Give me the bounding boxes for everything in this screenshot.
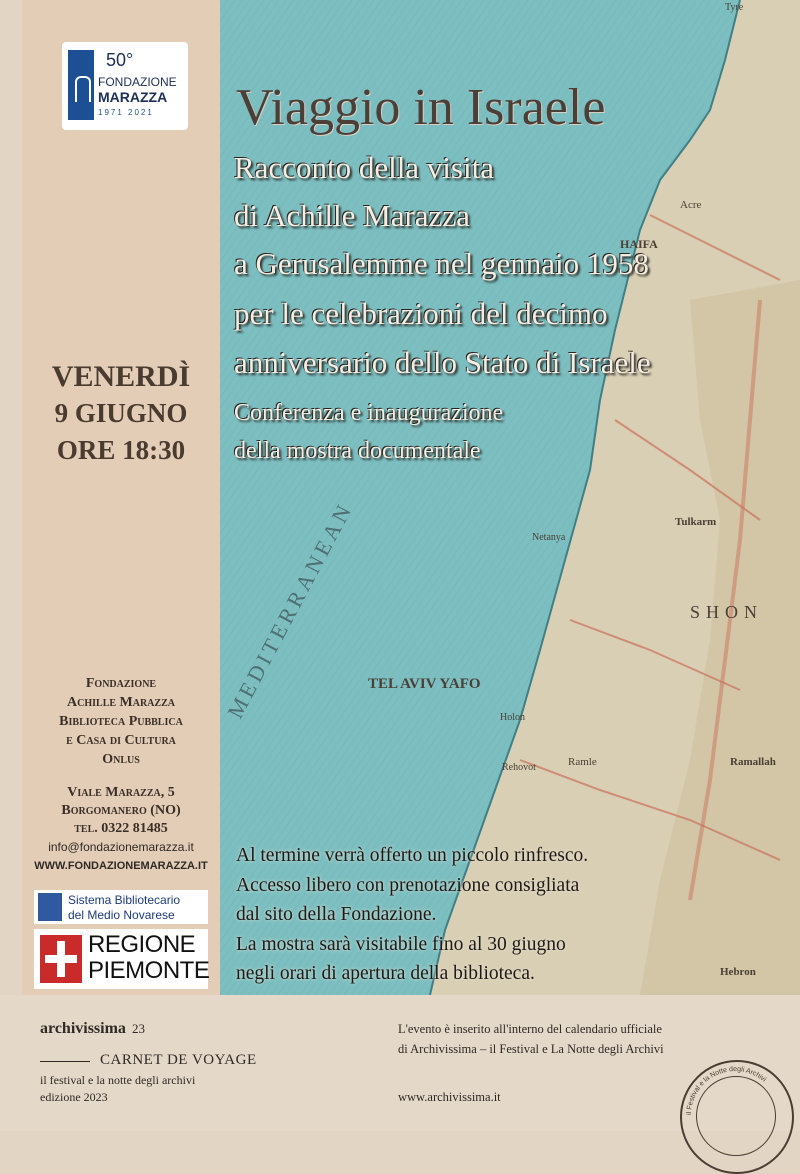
event-line: Conferenza e inaugurazione [234,400,504,426]
phone: tel. 0322 81485 [74,821,168,836]
map-label-hebron: Hebron [720,966,756,978]
fondazione-50-logo [62,42,188,130]
note-line: La mostra sarà visitabile fino al 30 giugno [236,934,566,955]
sbmn-mark-icon [38,893,62,921]
page-title: Viaggio in Israele [236,79,606,136]
map-label-rehovot: Rehovot [502,762,536,773]
map-label-tyre: Tyre [725,2,744,13]
archivissima-logo [40,1020,145,1038]
piemonte-flag-icon [40,935,82,983]
carnet-title: CARNET DE VOYAGE [100,1052,257,1068]
org-line: Onlus [102,752,140,767]
event-time: ORE 18:30 [56,435,186,465]
map-label-netanya: Netanya [532,532,566,543]
footer-edition: edizione 2023 [40,1090,108,1104]
stamp-ring-text [680,1060,790,1170]
org-line: Achille Marazza [67,695,175,710]
subtitle-line: anniversario dello Stato di Israele [234,345,651,380]
note-line: Accesso libero con prenotazione consigliata [236,875,580,896]
sbmn-line1: Sistema Bibliotecario [68,893,181,907]
sbmn-line2: del Medio Novarese [68,908,175,922]
footer-info-line: di Archivissima – il Festival e La Notte degli Archivi [398,1042,664,1056]
event-line: della mostra documentale [234,438,481,464]
email-link[interactable]: info@fondazionemarazza.it [48,840,194,854]
logo-line1: FONDAZIONE [98,75,177,89]
map-label-shon: SHON [690,602,764,622]
map-label-ramallah: Ramallah [730,756,776,768]
arch-logo-icon [68,50,94,120]
map-label-tel-aviv: TEL AVIV YAFO [368,676,481,692]
org-line: Biblioteca Pubblica [59,714,183,729]
address-line: Viale Marazza, 5 [67,785,175,800]
website-link[interactable]: WWW.FONDAZIONEMARAZZA.IT [34,860,208,872]
footer-website-link[interactable]: www.archivissima.it [398,1090,501,1104]
subtitle-line: a Gerusalemme nel gennaio 1958 [234,246,649,281]
map-label-ramle: Ramle [568,756,597,768]
archivissima-stamp [680,1060,794,1174]
regione-piemonte-logo [34,929,208,989]
org-line: Fondazione [85,676,157,691]
map-label-holon: Holon [500,712,525,723]
carnet-divider [40,1061,90,1062]
stamp-text: il Festival e la Notte degli Archivi [685,1065,768,1116]
address-line: Borgomanero (NO) [61,803,181,818]
subtitle-line: di Achille Marazza [234,198,470,233]
brand-name: archivissima [40,1020,126,1037]
logo-line2: MARAZZA [98,89,168,105]
map-label-haifa: HAIFA [620,237,658,251]
subtitle-line: per le celebrazioni del decimo [234,296,608,331]
note-line: negli orari di apertura della biblioteca. [236,963,535,984]
map-label-sea: MEDITERRANEAN [222,497,358,723]
logo-years: 1971 2021 [98,108,154,117]
footer-tagline: il festival e la notte degli archivi [40,1073,196,1087]
event-date: 9 GIUGNO [54,398,188,428]
svg-text:il Festival e la Notte degli A [686,1066,768,1115]
event-day: VENERDÌ [51,360,191,393]
note-line: Al termine verrà offerto un piccolo rinfresco. [236,845,589,866]
subtitle-line: Racconto della visita [234,150,494,185]
map-label-tulkarm: Tulkarm [675,516,717,528]
logo-number: 50° [106,50,134,70]
regione-line2: PIEMONTE [88,957,210,984]
sistema-bibliotecario-logo [34,890,208,924]
note-line: dal sito della Fondazione. [236,904,437,925]
footer-info-line: L'evento è inserito all'interno del calendario ufficiale [398,1022,662,1036]
brand-number: 23 [131,1021,145,1036]
org-line: e Casa di Cultura [66,733,176,748]
regione-line1: REGIONE [88,931,196,958]
map-label-acre: Acre [680,199,702,211]
